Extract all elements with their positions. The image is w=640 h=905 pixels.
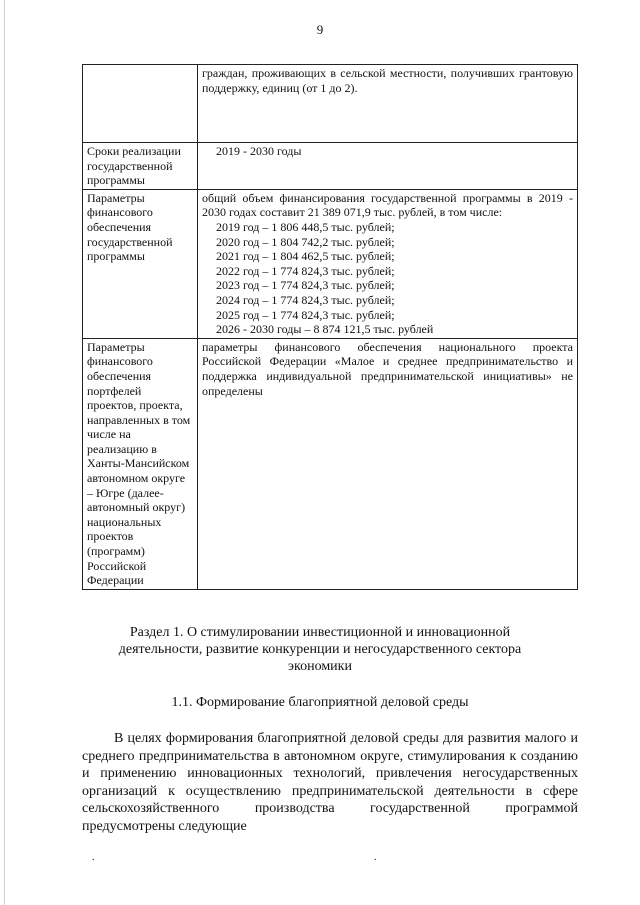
value-line: 2020 год – 1 804 742,2 тыс. рублей; <box>216 234 395 249</box>
footer-mark: . <box>374 852 377 863</box>
row-label: Параметры финансового обеспечения портфелей проектов, проекта, направленных в том числе на реализацию в Ханты-Мансийском автономном округе – Югре (далее-автономный округ) национальных проектов (программ) Российской Федерации <box>83 338 198 589</box>
footer-mark: . <box>92 852 95 863</box>
section-heading: Раздел 1. О стимулировании инвестиционной и инновационной деятельности, развитие конкуренции и негосударственного сектора экономики <box>118 625 522 674</box>
row-label: Сроки реализации государственной программы <box>83 143 198 190</box>
program-passport-table <box>82 64 578 590</box>
value-line: 2025 год – 1 774 824,3 тыс. рублей; <box>216 307 395 322</box>
value-line: 2022 год – 1 774 824,3 тыс. рублей; <box>216 263 395 278</box>
row-value <box>198 338 578 589</box>
value-line: параметры финансового обеспечения национального проекта Российской Федерации «Малое и среднее предпринимательство и поддержка индивидуальной предпринимательской инициативы» не определены <box>202 339 573 398</box>
value-line: 2019 год – 1 806 448,5 тыс. рублей; <box>216 219 395 234</box>
table-row <box>83 143 578 190</box>
row-value <box>198 143 578 190</box>
table-row <box>83 189 578 338</box>
subsection-heading: 1.1. Формирование благоприятной деловой среды <box>171 695 469 710</box>
value-line: 2021 год – 1 804 462,5 тыс. рублей; <box>216 249 395 264</box>
value-line: 2023 год – 1 774 824,3 тыс. рублей; <box>216 278 395 293</box>
value-intro: общий объем финансирования государственной программы в 2019 - 2030 годах составит 21 389 071,9 тыс. рублей, в том числе: <box>202 190 573 220</box>
body-paragraph: В целях формирования благоприятной деловой среды для развития малого и среднего предпринимательства в автономном округе, стимулирования к созданию и применению инновационных технологий, привлечения негосударственных организаций к осуществлению предпринимательской деятельности в сфере сельскохозяйственного производства государственной программой предусмотрены следующие <box>82 731 578 834</box>
value-line: 2024 год – 1 774 824,3 тыс. рублей; <box>216 292 395 307</box>
value-line: граждан, проживающих в сельской местности, получивших грантовую поддержку, единиц (от 1 до 2). <box>202 66 573 95</box>
table-row <box>83 338 578 589</box>
row-value <box>198 189 578 338</box>
row-label: Параметры финансового обеспечения государственной программы <box>83 189 198 338</box>
table-row <box>83 65 578 143</box>
row-label <box>83 65 198 143</box>
row-value <box>198 65 578 143</box>
value-line: 2019 - 2030 годы <box>216 144 302 158</box>
page-number: 9 <box>316 22 324 37</box>
page-edge <box>4 0 5 905</box>
value-line: 2026 - 2030 годы – 8 874 121,5 тыс. рублей <box>216 322 434 337</box>
